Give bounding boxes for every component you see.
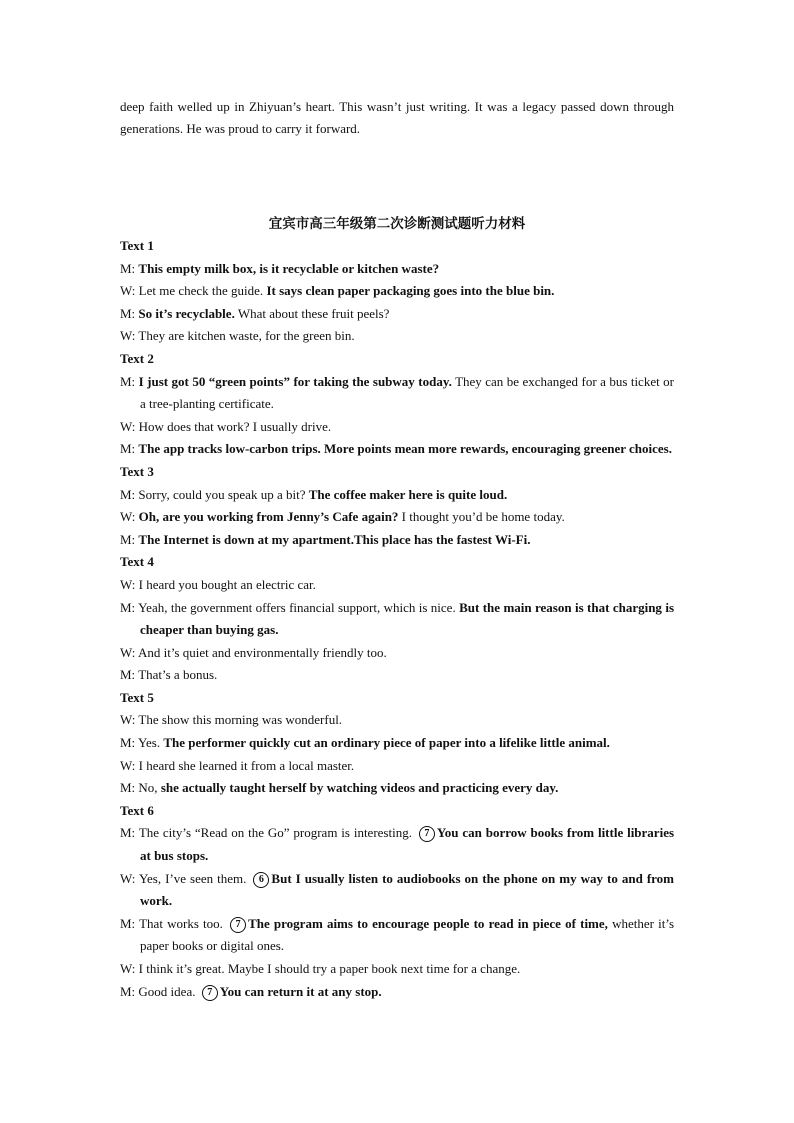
speaker-label: W: (120, 961, 136, 976)
text-label: Text 6 (120, 802, 154, 818)
speaker-label: W: (120, 509, 136, 525)
dialogue-line (120, 664, 674, 687)
key-answer-text: The coffee maker here is quite loud. (308, 486, 508, 502)
key-answer-text: The app tracks low-carbon trips. More points mean more rewards, encouraging greener choices. (138, 441, 672, 457)
dialogue-line (120, 325, 674, 348)
speaker-label: M: (120, 983, 136, 999)
key-answer-text: You can borrow books from little libraries at bus stops. (140, 825, 675, 864)
dialogue-line (120, 777, 674, 800)
line-text: The city’s “Read on the Go” program is interesting. (138, 825, 412, 841)
question-number-mark: 6 (253, 872, 269, 888)
dialogue-line (120, 303, 674, 326)
text-label: Text 1 (120, 238, 154, 253)
dialogue-line (120, 280, 674, 303)
line-text: Yes. (137, 735, 161, 751)
text-label: Text 4 (120, 554, 154, 570)
line-text: How does that work? I usually drive. (138, 418, 332, 434)
question-number-mark: 7 (419, 826, 435, 842)
speaker-label: M: (120, 486, 136, 502)
speaker-label: M: (120, 260, 136, 276)
line-text: I heard she learned it from a local master. (138, 757, 355, 773)
dialogue-line (120, 416, 674, 439)
dialogue-line (120, 913, 674, 958)
dialogue-line (120, 484, 674, 507)
line-text: They are kitchen waste, for the green bin. (138, 328, 355, 344)
key-answer-text: The performer quickly cut an ordinary piece of paper into a lifelike little animal. (163, 735, 610, 751)
key-answer-text: The Internet is down at my apartment.This place has the fastest Wi-Fi. (138, 531, 531, 547)
dialogue-line (120, 438, 674, 461)
line-text: Good idea. (138, 983, 196, 999)
speaker-label: W: (120, 576, 136, 592)
speaker-label: W: (120, 644, 136, 660)
key-answer-text: So it’s recyclable. (138, 305, 235, 321)
dialogue-line (120, 981, 674, 1004)
line-text: No, (138, 780, 158, 796)
section-title: 宜宾市高三年级第二次诊断测试题听力材料 (268, 216, 526, 231)
dialogue-line (120, 868, 674, 913)
question-number-mark: 7 (202, 985, 218, 1001)
dialogue-line (120, 732, 674, 755)
line-text: whether it’s paper books or digital ones. (140, 915, 675, 954)
key-answer-text: The program aims to encourage people to read in piece of time, (248, 915, 608, 931)
intro-paragraph: deep faith welled up in Zhiyuan’s heart. This wasn’t just writing. It was a legacy passed down through generations. He was proud to carry it forward. (120, 99, 674, 136)
text-label: Text 5 (120, 689, 154, 705)
speaker-label: W: (120, 757, 136, 773)
speaker-label: M: (120, 825, 136, 841)
speaker-label: W: (120, 712, 136, 728)
line-text: That’s a bonus. (138, 667, 218, 683)
key-answer-text: But the main reason is that charging is cheaper than buying gas. (140, 599, 674, 638)
text-label: Text 2 (120, 350, 154, 366)
line-text: That works too. (139, 915, 223, 931)
line-text: Sorry, could you speak up a bit? (138, 486, 306, 502)
dialogue-line (120, 755, 674, 778)
key-answer-text: This empty milk box, is it recyclable or kitchen waste? (138, 260, 440, 276)
text-label: Text 3 (120, 463, 154, 479)
line-text: I heard you bought an electric car. (138, 576, 316, 592)
speaker-label: M: (120, 305, 136, 321)
speaker-label: W: (120, 870, 136, 886)
line-text: They can be exchanged for a bus ticket or a tree-planting certificate. (140, 373, 674, 412)
speaker-label: M: (120, 531, 136, 547)
dialogue-line (120, 371, 674, 416)
dialogue-line (120, 709, 674, 732)
key-answer-text: You can return it at any stop. (219, 983, 382, 999)
key-answer-text: she actually taught herself by watching videos and practicing every day. (160, 780, 559, 796)
line-text: Let me check the guide. (138, 283, 264, 299)
line-text: I think it’s great. Maybe I should try a paper book next time for a change. (138, 961, 521, 976)
line-text: The show this morning was wonderful. (138, 712, 343, 728)
question-number-mark: 7 (230, 917, 246, 933)
speaker-label: W: (120, 328, 136, 344)
speaker-label: M: (120, 667, 136, 683)
dialogue-line (120, 574, 674, 597)
line-text: I thought you’d be home today. (401, 509, 565, 525)
speaker-label: M: (120, 735, 136, 751)
dialogue-line (120, 506, 674, 529)
speaker-label: M: (120, 915, 136, 931)
speaker-label: W: (120, 418, 136, 434)
line-text: What about these fruit peels? (237, 305, 390, 321)
line-text: And it’s quiet and environmentally friendly too. (137, 644, 387, 660)
key-answer-text: But I usually listen to audiobooks on the phone on my way to and from work. (140, 870, 675, 909)
speaker-label: M: (120, 441, 136, 457)
dialogue-line (120, 258, 674, 281)
dialogue-line (120, 822, 674, 867)
key-answer-text: It says clean paper packaging goes into the blue bin. (266, 283, 555, 299)
dialogue-line (120, 642, 674, 665)
speaker-label: M: (120, 599, 136, 615)
speaker-label: M: (120, 373, 136, 389)
speaker-label: M: (120, 780, 136, 796)
line-text: Yes, I’ve seen them. (138, 870, 247, 886)
key-answer-text: Oh, are you working from Jenny’s Cafe again? (138, 509, 399, 525)
dialogue-line (120, 529, 674, 552)
speaker-label: W: (120, 283, 136, 299)
transcript (120, 235, 674, 1003)
key-answer-text: I just got 50 “green points” for taking the subway today. (138, 373, 452, 389)
dialogue-line (120, 958, 674, 981)
line-text: Yeah, the government offers financial support, which is nice. (138, 599, 456, 615)
dialogue-line (120, 597, 674, 642)
